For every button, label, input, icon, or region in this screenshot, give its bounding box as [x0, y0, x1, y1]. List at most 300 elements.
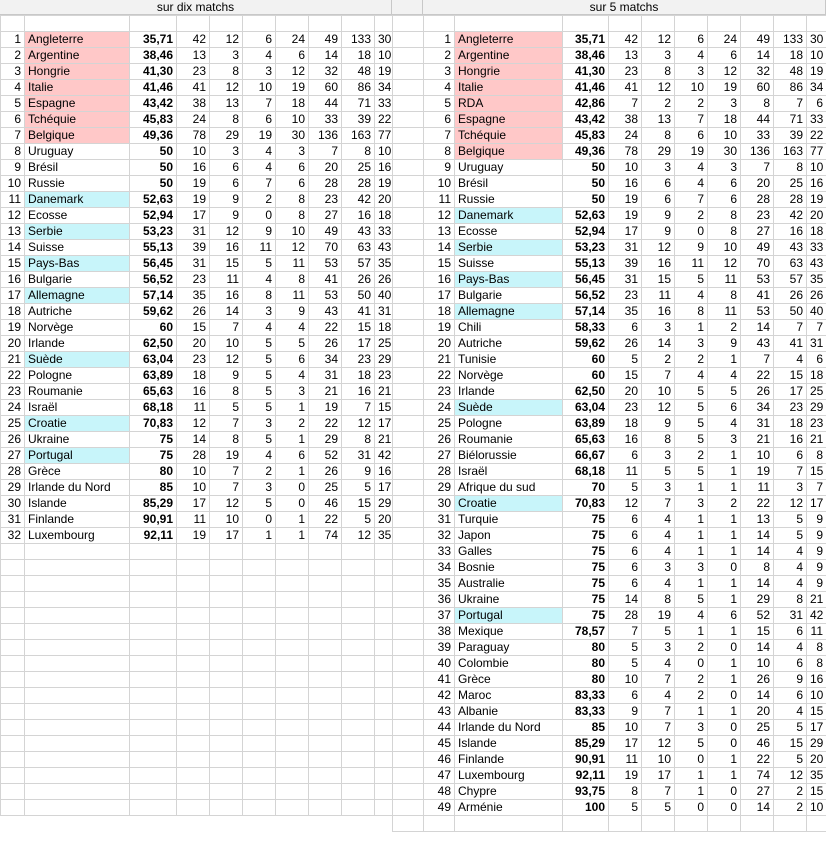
- rank-cell[interactable]: 15: [424, 256, 455, 272]
- rank-cell[interactable]: 41: [424, 672, 455, 688]
- stat-cell[interactable]: 0: [708, 784, 741, 800]
- empty-cell[interactable]: [342, 784, 375, 800]
- stat-cell[interactable]: 41: [309, 272, 342, 288]
- country-cell[interactable]: Uruguay: [455, 160, 563, 176]
- stat-cell[interactable]: 28: [309, 176, 342, 192]
- stat-cell[interactable]: 14: [741, 528, 774, 544]
- stat-cell[interactable]: 31: [309, 368, 342, 384]
- empty-cell[interactable]: [276, 640, 309, 656]
- stat-cell[interactable]: 4: [642, 512, 675, 528]
- stat-cell[interactable]: 48: [774, 64, 807, 80]
- empty-cell[interactable]: [309, 736, 342, 752]
- country-cell[interactable]: Chypre: [455, 784, 563, 800]
- stat-cell[interactable]: 10: [375, 48, 393, 64]
- country-cell[interactable]: Norvège: [455, 368, 563, 384]
- stat-cell[interactable]: 6: [675, 128, 708, 144]
- stat-cell[interactable]: 5: [708, 384, 741, 400]
- stat-cell[interactable]: 8: [741, 560, 774, 576]
- stat-cell[interactable]: 6: [807, 352, 826, 368]
- rank-cell[interactable]: 24: [424, 400, 455, 416]
- country-cell[interactable]: Italie: [25, 80, 130, 96]
- stat-cell[interactable]: 22: [741, 496, 774, 512]
- empty-cell[interactable]: [25, 800, 130, 816]
- country-cell[interactable]: Croatie: [25, 416, 130, 432]
- score-cell[interactable]: 62,50: [563, 384, 609, 400]
- stat-cell[interactable]: 2: [708, 496, 741, 512]
- stat-cell[interactable]: 17: [774, 384, 807, 400]
- empty-cell[interactable]: [393, 160, 424, 176]
- empty-cell[interactable]: [25, 784, 130, 800]
- stat-cell[interactable]: 42: [609, 32, 642, 48]
- stat-cell[interactable]: 7: [675, 192, 708, 208]
- rank-cell[interactable]: 49: [424, 800, 455, 816]
- stat-cell[interactable]: 6: [243, 32, 276, 48]
- rank-cell[interactable]: 13: [1, 224, 25, 240]
- stat-cell[interactable]: 43: [774, 240, 807, 256]
- empty-cell[interactable]: [309, 688, 342, 704]
- score-cell[interactable]: 35,71: [563, 32, 609, 48]
- stat-cell[interactable]: 14: [741, 48, 774, 64]
- rank-cell[interactable]: 25: [1, 416, 25, 432]
- stat-cell[interactable]: 9: [342, 464, 375, 480]
- stat-cell[interactable]: 21: [807, 592, 826, 608]
- stat-cell[interactable]: 12: [642, 400, 675, 416]
- empty-cell[interactable]: [177, 608, 210, 624]
- empty-cell[interactable]: [393, 688, 424, 704]
- score-cell[interactable]: 90,91: [563, 752, 609, 768]
- empty-cell[interactable]: [177, 16, 210, 32]
- score-cell[interactable]: 45,83: [563, 128, 609, 144]
- country-cell[interactable]: Islande: [25, 496, 130, 512]
- rank-cell[interactable]: 26: [424, 432, 455, 448]
- stat-cell[interactable]: 2: [675, 352, 708, 368]
- stat-cell[interactable]: 0: [675, 752, 708, 768]
- rank-cell[interactable]: 31: [424, 512, 455, 528]
- stat-cell[interactable]: 10: [807, 160, 826, 176]
- stat-cell[interactable]: 17: [609, 736, 642, 752]
- country-cell[interactable]: Uruguay: [25, 144, 130, 160]
- empty-cell[interactable]: [1, 544, 25, 560]
- stat-cell[interactable]: 10: [375, 144, 393, 160]
- empty-cell[interactable]: [309, 608, 342, 624]
- rank-cell[interactable]: 27: [424, 448, 455, 464]
- empty-cell[interactable]: [393, 640, 424, 656]
- stat-cell[interactable]: 1: [276, 512, 309, 528]
- stat-cell[interactable]: 10: [276, 112, 309, 128]
- country-cell[interactable]: Argentine: [455, 48, 563, 64]
- empty-cell[interactable]: [393, 176, 424, 192]
- stat-cell[interactable]: 12: [774, 768, 807, 784]
- country-cell[interactable]: Albanie: [455, 704, 563, 720]
- stat-cell[interactable]: 44: [741, 112, 774, 128]
- stat-cell[interactable]: 43: [807, 256, 826, 272]
- stat-cell[interactable]: 4: [675, 160, 708, 176]
- empty-cell[interactable]: [393, 592, 424, 608]
- empty-cell[interactable]: [393, 800, 424, 816]
- rank-cell[interactable]: 4: [1, 80, 25, 96]
- stat-cell[interactable]: 29: [375, 352, 393, 368]
- rank-cell[interactable]: 2: [1, 48, 25, 64]
- stat-cell[interactable]: 19: [609, 192, 642, 208]
- stat-cell[interactable]: 8: [276, 208, 309, 224]
- stat-cell[interactable]: 14: [177, 432, 210, 448]
- stat-cell[interactable]: 6: [276, 352, 309, 368]
- stat-cell[interactable]: 17: [177, 208, 210, 224]
- stat-cell[interactable]: 24: [276, 32, 309, 48]
- stat-cell[interactable]: 7: [210, 464, 243, 480]
- empty-cell[interactable]: [1, 640, 25, 656]
- rank-cell[interactable]: 48: [424, 784, 455, 800]
- stat-cell[interactable]: 29: [210, 128, 243, 144]
- empty-cell[interactable]: [243, 16, 276, 32]
- score-cell[interactable]: 93,75: [563, 784, 609, 800]
- stat-cell[interactable]: 1: [708, 672, 741, 688]
- empty-cell[interactable]: [375, 768, 393, 784]
- empty-cell[interactable]: [25, 672, 130, 688]
- stat-cell[interactable]: 20: [177, 336, 210, 352]
- country-cell[interactable]: Hongrie: [25, 64, 130, 80]
- stat-cell[interactable]: 10: [210, 336, 243, 352]
- stat-cell[interactable]: 31: [342, 448, 375, 464]
- stat-cell[interactable]: 13: [177, 48, 210, 64]
- empty-cell[interactable]: [130, 640, 177, 656]
- rank-cell[interactable]: 26: [1, 432, 25, 448]
- stat-cell[interactable]: 15: [177, 320, 210, 336]
- empty-cell[interactable]: [1, 656, 25, 672]
- empty-cell[interactable]: [177, 656, 210, 672]
- empty-cell[interactable]: [393, 352, 424, 368]
- country-cell[interactable]: Finlande: [455, 752, 563, 768]
- empty-cell[interactable]: [708, 16, 741, 32]
- stat-cell[interactable]: 133: [342, 32, 375, 48]
- stat-cell[interactable]: 11: [741, 480, 774, 496]
- stat-cell[interactable]: 27: [741, 784, 774, 800]
- stat-cell[interactable]: 70: [309, 240, 342, 256]
- score-cell[interactable]: 70,83: [563, 496, 609, 512]
- stat-cell[interactable]: 34: [741, 400, 774, 416]
- rank-cell[interactable]: 5: [424, 96, 455, 112]
- empty-cell[interactable]: [276, 560, 309, 576]
- stat-cell[interactable]: 17: [177, 496, 210, 512]
- stat-cell[interactable]: 4: [642, 544, 675, 560]
- empty-cell[interactable]: [25, 704, 130, 720]
- stat-cell[interactable]: 8: [807, 448, 826, 464]
- stat-cell[interactable]: 6: [774, 688, 807, 704]
- country-cell[interactable]: Pologne: [455, 416, 563, 432]
- empty-cell[interactable]: [276, 16, 309, 32]
- stat-cell[interactable]: 0: [243, 512, 276, 528]
- stat-cell[interactable]: 14: [210, 304, 243, 320]
- stat-cell[interactable]: 26: [177, 304, 210, 320]
- empty-cell[interactable]: [675, 16, 708, 32]
- stat-cell[interactable]: 23: [609, 64, 642, 80]
- stat-cell[interactable]: 1: [708, 464, 741, 480]
- country-cell[interactable]: Finlande: [25, 512, 130, 528]
- country-cell[interactable]: Israël: [25, 400, 130, 416]
- stat-cell[interactable]: 5: [642, 800, 675, 816]
- stat-cell[interactable]: 11: [276, 288, 309, 304]
- stat-cell[interactable]: 23: [177, 64, 210, 80]
- stat-cell[interactable]: 13: [609, 48, 642, 64]
- stat-cell[interactable]: 16: [774, 432, 807, 448]
- empty-cell[interactable]: [393, 96, 424, 112]
- country-cell[interactable]: Portugal: [25, 448, 130, 464]
- empty-cell[interactable]: [342, 576, 375, 592]
- country-cell[interactable]: Australie: [455, 576, 563, 592]
- stat-cell[interactable]: 39: [177, 240, 210, 256]
- empty-cell[interactable]: [1, 720, 25, 736]
- stat-cell[interactable]: 4: [675, 48, 708, 64]
- stat-cell[interactable]: 6: [774, 448, 807, 464]
- empty-cell[interactable]: [130, 688, 177, 704]
- stat-cell[interactable]: 8: [807, 656, 826, 672]
- stat-cell[interactable]: 4: [774, 576, 807, 592]
- stat-cell[interactable]: 11: [708, 304, 741, 320]
- country-cell[interactable]: RDA: [455, 96, 563, 112]
- stat-cell[interactable]: 11: [243, 240, 276, 256]
- stat-cell[interactable]: 10: [177, 480, 210, 496]
- stat-cell[interactable]: 6: [774, 656, 807, 672]
- empty-cell[interactable]: [342, 768, 375, 784]
- country-cell[interactable]: Hongrie: [455, 64, 563, 80]
- empty-cell[interactable]: [342, 544, 375, 560]
- stat-cell[interactable]: 7: [210, 320, 243, 336]
- stat-cell[interactable]: 25: [807, 384, 826, 400]
- stat-cell[interactable]: 24: [177, 112, 210, 128]
- empty-cell[interactable]: [393, 672, 424, 688]
- empty-cell[interactable]: [342, 688, 375, 704]
- empty-cell[interactable]: [1, 624, 25, 640]
- empty-cell[interactable]: [210, 624, 243, 640]
- empty-cell[interactable]: [393, 32, 424, 48]
- stat-cell[interactable]: 8: [642, 592, 675, 608]
- stat-cell[interactable]: 24: [708, 32, 741, 48]
- stat-cell[interactable]: 1: [708, 624, 741, 640]
- rank-cell[interactable]: 40: [424, 656, 455, 672]
- empty-cell[interactable]: [243, 720, 276, 736]
- stat-cell[interactable]: 32: [741, 64, 774, 80]
- stat-cell[interactable]: 18: [807, 224, 826, 240]
- empty-cell[interactable]: [309, 720, 342, 736]
- empty-cell[interactable]: [393, 304, 424, 320]
- empty-cell[interactable]: [393, 736, 424, 752]
- score-cell[interactable]: 70,83: [130, 416, 177, 432]
- stat-cell[interactable]: 4: [276, 368, 309, 384]
- empty-cell[interactable]: [393, 128, 424, 144]
- stat-cell[interactable]: 5: [243, 352, 276, 368]
- empty-cell[interactable]: [342, 560, 375, 576]
- country-cell[interactable]: Biélorussie: [455, 448, 563, 464]
- country-cell[interactable]: Autriche: [25, 304, 130, 320]
- stat-cell[interactable]: 19: [807, 192, 826, 208]
- stat-cell[interactable]: 4: [708, 416, 741, 432]
- score-cell[interactable]: 41,30: [130, 64, 177, 80]
- empty-cell[interactable]: [177, 752, 210, 768]
- empty-cell[interactable]: [393, 448, 424, 464]
- country-cell[interactable]: Serbie: [455, 240, 563, 256]
- stat-cell[interactable]: 4: [243, 144, 276, 160]
- score-cell[interactable]: 75: [563, 608, 609, 624]
- stat-cell[interactable]: 2: [276, 416, 309, 432]
- stat-cell[interactable]: 57: [774, 272, 807, 288]
- stat-cell[interactable]: 25: [342, 160, 375, 176]
- score-cell[interactable]: 78,57: [563, 624, 609, 640]
- stat-cell[interactable]: 12: [609, 496, 642, 512]
- stat-cell[interactable]: 28: [609, 608, 642, 624]
- stat-cell[interactable]: 4: [243, 160, 276, 176]
- stat-cell[interactable]: 28: [741, 192, 774, 208]
- stat-cell[interactable]: 11: [177, 400, 210, 416]
- stat-cell[interactable]: 42: [177, 32, 210, 48]
- empty-cell[interactable]: [393, 48, 424, 64]
- empty-cell[interactable]: [130, 736, 177, 752]
- empty-cell[interactable]: [276, 576, 309, 592]
- score-cell[interactable]: 80: [563, 640, 609, 656]
- stat-cell[interactable]: 6: [708, 192, 741, 208]
- stat-cell[interactable]: 11: [642, 288, 675, 304]
- stat-cell[interactable]: 10: [741, 656, 774, 672]
- stat-cell[interactable]: 14: [741, 640, 774, 656]
- stat-cell[interactable]: 15: [807, 464, 826, 480]
- empty-cell[interactable]: [177, 688, 210, 704]
- country-cell[interactable]: Danemark: [455, 208, 563, 224]
- stat-cell[interactable]: 43: [342, 224, 375, 240]
- country-cell[interactable]: Irlande: [25, 336, 130, 352]
- stat-cell[interactable]: 41: [177, 80, 210, 96]
- stat-cell[interactable]: 9: [243, 224, 276, 240]
- score-cell[interactable]: 75: [563, 592, 609, 608]
- stat-cell[interactable]: 4: [243, 448, 276, 464]
- score-cell[interactable]: 57,14: [563, 304, 609, 320]
- empty-cell[interactable]: [210, 736, 243, 752]
- stat-cell[interactable]: 3: [243, 64, 276, 80]
- stat-cell[interactable]: 19: [609, 208, 642, 224]
- empty-cell[interactable]: [393, 16, 424, 32]
- empty-cell[interactable]: [210, 800, 243, 816]
- stat-cell[interactable]: 16: [177, 160, 210, 176]
- stat-cell[interactable]: 13: [210, 96, 243, 112]
- empty-cell[interactable]: [309, 544, 342, 560]
- empty-cell[interactable]: [130, 624, 177, 640]
- stat-cell[interactable]: 8: [708, 224, 741, 240]
- stat-cell[interactable]: 4: [708, 368, 741, 384]
- score-cell[interactable]: 63,04: [563, 400, 609, 416]
- country-cell[interactable]: Irlande du Nord: [25, 480, 130, 496]
- stat-cell[interactable]: 1: [708, 480, 741, 496]
- empty-cell[interactable]: [130, 784, 177, 800]
- stat-cell[interactable]: 12: [342, 528, 375, 544]
- score-cell[interactable]: 56,45: [563, 272, 609, 288]
- score-cell[interactable]: 60: [563, 368, 609, 384]
- stat-cell[interactable]: 7: [675, 112, 708, 128]
- country-cell[interactable]: Ukraine: [455, 592, 563, 608]
- stat-cell[interactable]: 4: [675, 368, 708, 384]
- stat-cell[interactable]: 6: [609, 448, 642, 464]
- rank-cell[interactable]: 1: [1, 32, 25, 48]
- country-cell[interactable]: Irlande du Nord: [455, 720, 563, 736]
- stat-cell[interactable]: 33: [309, 112, 342, 128]
- rank-cell[interactable]: 27: [1, 448, 25, 464]
- stat-cell[interactable]: 8: [243, 288, 276, 304]
- rank-cell[interactable]: 22: [1, 368, 25, 384]
- empty-cell[interactable]: [210, 560, 243, 576]
- empty-cell[interactable]: [375, 16, 393, 32]
- stat-cell[interactable]: 1: [708, 352, 741, 368]
- empty-cell[interactable]: [243, 768, 276, 784]
- empty-cell[interactable]: [276, 608, 309, 624]
- stat-cell[interactable]: 5: [609, 656, 642, 672]
- stat-cell[interactable]: 17: [807, 720, 826, 736]
- country-cell[interactable]: Pays-Bas: [25, 256, 130, 272]
- stat-cell[interactable]: 26: [741, 672, 774, 688]
- stat-cell[interactable]: 5: [774, 752, 807, 768]
- empty-cell[interactable]: [309, 16, 342, 32]
- score-cell[interactable]: 75: [563, 528, 609, 544]
- score-cell[interactable]: 45,83: [130, 112, 177, 128]
- score-cell[interactable]: 35,71: [130, 32, 177, 48]
- stat-cell[interactable]: 0: [708, 688, 741, 704]
- empty-cell[interactable]: [609, 16, 642, 32]
- stat-cell[interactable]: 12: [642, 736, 675, 752]
- country-cell[interactable]: Belgique: [455, 144, 563, 160]
- stat-cell[interactable]: 23: [342, 352, 375, 368]
- stat-cell[interactable]: 5: [243, 368, 276, 384]
- stat-cell[interactable]: 19: [741, 464, 774, 480]
- stat-cell[interactable]: 7: [807, 320, 826, 336]
- empty-cell[interactable]: [130, 656, 177, 672]
- stat-cell[interactable]: 21: [309, 384, 342, 400]
- empty-cell[interactable]: [675, 816, 708, 832]
- stat-cell[interactable]: 31: [609, 240, 642, 256]
- stat-cell[interactable]: 19: [675, 144, 708, 160]
- stat-cell[interactable]: 8: [807, 640, 826, 656]
- stat-cell[interactable]: 8: [708, 288, 741, 304]
- stat-cell[interactable]: 3: [243, 480, 276, 496]
- stat-cell[interactable]: 18: [609, 416, 642, 432]
- stat-cell[interactable]: 19: [642, 608, 675, 624]
- score-cell[interactable]: 83,33: [563, 688, 609, 704]
- stat-cell[interactable]: 22: [375, 112, 393, 128]
- stat-cell[interactable]: 35: [375, 528, 393, 544]
- score-cell[interactable]: 55,13: [563, 256, 609, 272]
- stat-cell[interactable]: 8: [774, 592, 807, 608]
- country-cell[interactable]: Islande: [455, 736, 563, 752]
- stat-cell[interactable]: 21: [375, 384, 393, 400]
- stat-cell[interactable]: 5: [243, 336, 276, 352]
- empty-cell[interactable]: [375, 736, 393, 752]
- stat-cell[interactable]: 15: [774, 736, 807, 752]
- rank-cell[interactable]: 32: [1, 528, 25, 544]
- stat-cell[interactable]: 74: [741, 768, 774, 784]
- stat-cell[interactable]: 2: [675, 448, 708, 464]
- stat-cell[interactable]: 2: [774, 800, 807, 816]
- stat-cell[interactable]: 19: [243, 128, 276, 144]
- stat-cell[interactable]: 2: [243, 464, 276, 480]
- stat-cell[interactable]: 53: [309, 256, 342, 272]
- empty-cell[interactable]: [309, 640, 342, 656]
- empty-cell[interactable]: [393, 784, 424, 800]
- score-cell[interactable]: 57,14: [130, 288, 177, 304]
- stat-cell[interactable]: 1: [708, 544, 741, 560]
- stat-cell[interactable]: 17: [807, 496, 826, 512]
- score-cell[interactable]: 85: [130, 480, 177, 496]
- rank-cell[interactable]: 23: [424, 384, 455, 400]
- score-cell[interactable]: 50: [563, 160, 609, 176]
- empty-cell[interactable]: [210, 640, 243, 656]
- stat-cell[interactable]: 11: [708, 272, 741, 288]
- stat-cell[interactable]: 4: [774, 352, 807, 368]
- score-cell[interactable]: 85,29: [130, 496, 177, 512]
